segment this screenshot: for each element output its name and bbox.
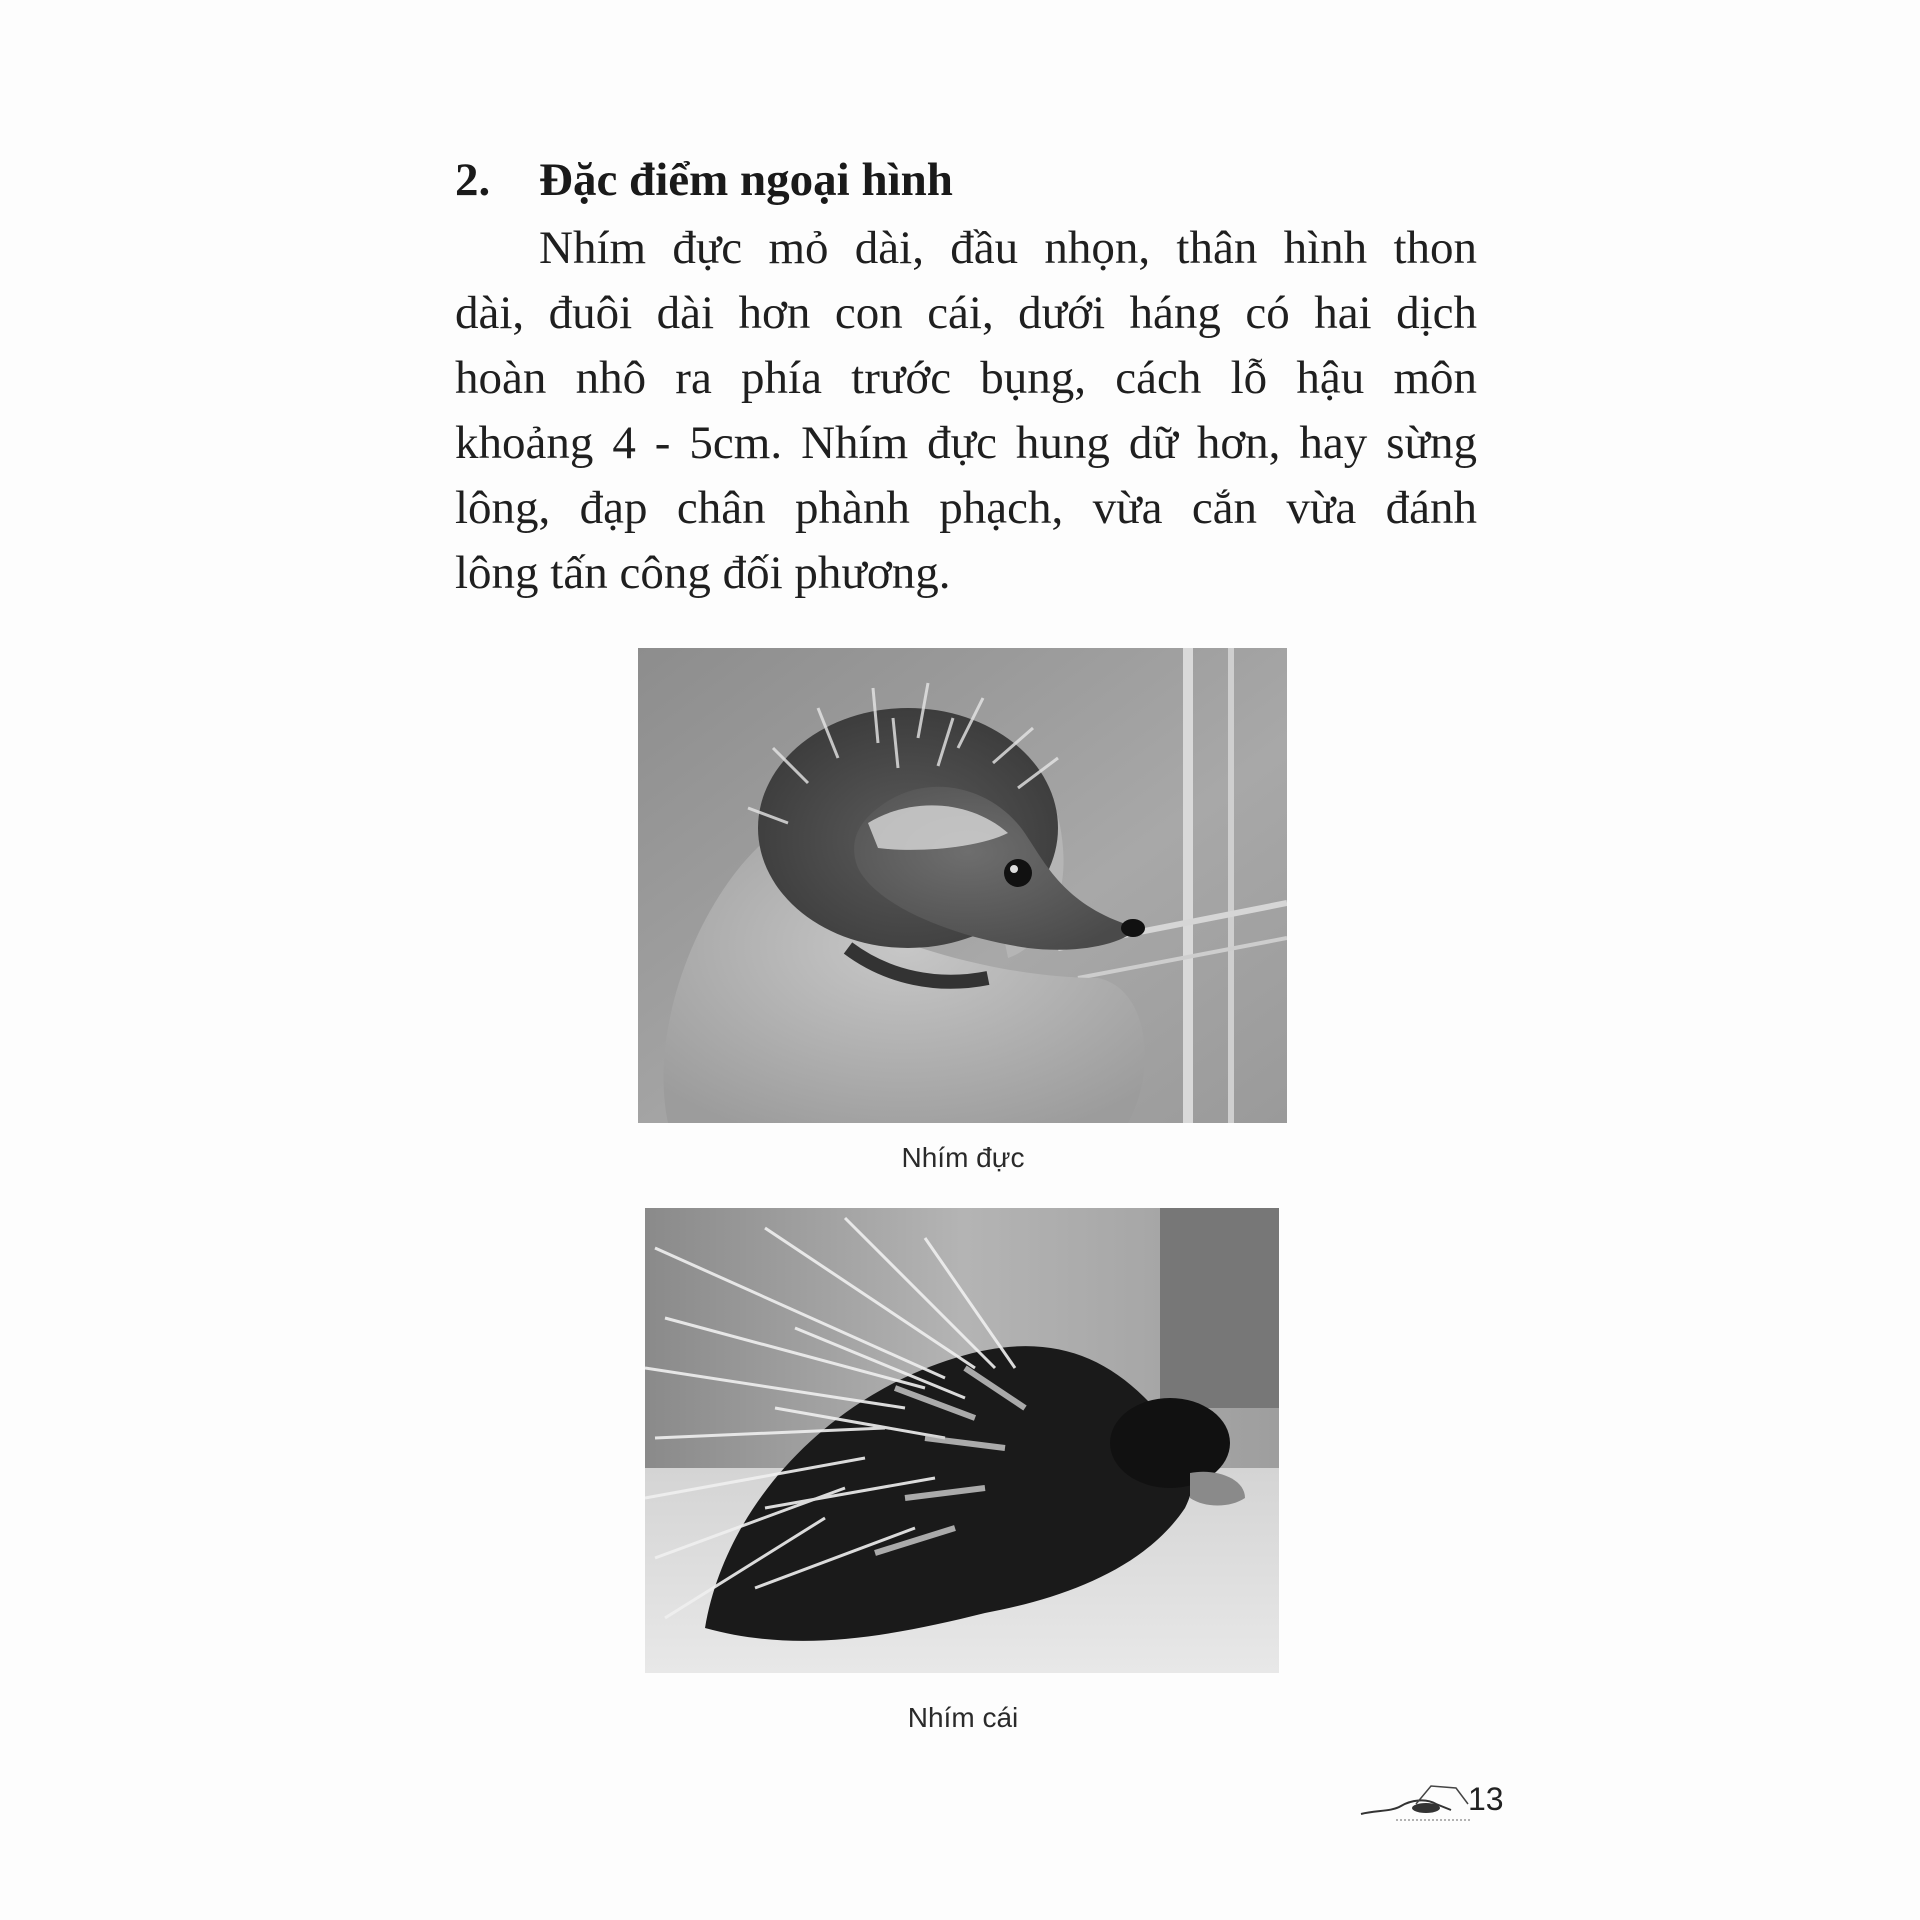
paragraph-line: hoàn nhô ra phía trước bụng, cách lỗ hậu môn — [455, 352, 1477, 404]
section-heading — [455, 152, 953, 208]
section-title: Đặc điểm ngoại hình — [539, 154, 953, 206]
body-paragraph — [455, 216, 1477, 606]
paragraph-line: khoảng 4 - 5cm. Nhím đực hung dữ hơn, hay sừng — [455, 417, 1477, 469]
male-hedgehog-photo — [638, 648, 1287, 1123]
female-photo-caption: Nhím cái — [907, 1702, 1019, 1733]
page-number: 13 — [1468, 1781, 1504, 1817]
paragraph-line: lông, đạp chân phành phạch, vừa cắn vừa đánh — [455, 482, 1477, 534]
paragraph-line: Nhím đực mỏ dài, đầu nhọn, thân hình thon — [539, 222, 1477, 274]
section-number: 2. — [455, 154, 491, 206]
paragraph-line: lông tấn công đối phương. — [455, 547, 951, 599]
animal-sketch-icon — [1356, 1776, 1476, 1826]
female-porcupine-photo — [645, 1208, 1279, 1673]
paragraph-line: dài, đuôi dài hơn con cái, dưới háng có hai dịch — [455, 287, 1477, 339]
male-photo-caption: Nhím đực — [901, 1142, 1025, 1173]
